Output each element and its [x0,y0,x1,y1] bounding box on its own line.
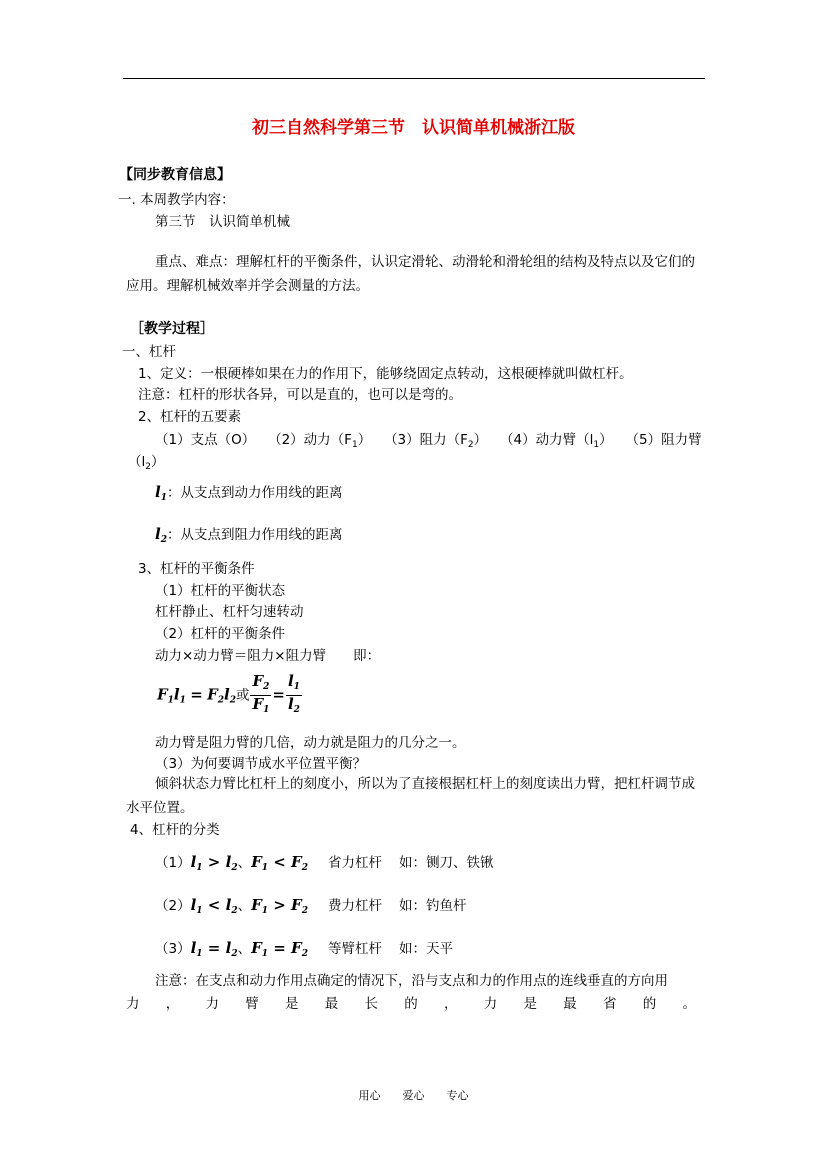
classification-heading: 4、杠杆的分类 [130,822,220,838]
week-content: 第三节 认识简单机械 [155,214,290,230]
balance-condition-label: （2）杠杆的平衡条件 [155,626,286,642]
class-row-1-type: 省力杠杆 [328,855,382,871]
note2-line2: 力，力臂是最长的，力是最省的。 [126,996,696,1012]
balance-state: 杠杆静止、杠杆匀速转动 [155,604,304,620]
arm-ratio: $\frac{l_1}{l_2}$ [287,672,300,715]
force-ratio: $\frac{F_2}{F_1}$ [252,672,270,715]
class-row-2: $(2)l_1 < l_2$、$F_1 > F_2$ [155,896,308,916]
element-load-arm: （5）阻力臂 [625,432,702,448]
multiple-relation: 动力臂是阻力臂的几倍，动力就是阻力的几分之一。 [155,735,466,751]
balance-state-label: （1）杠杆的平衡状态 [155,583,286,599]
note2-line1: 注意：在支点和动力作用点确定的情况下，沿与支点和力的作用点的连线垂直的方向用 [155,973,668,989]
page-title: 初三自然科学第三节 认识简单机械浙江版 [252,118,575,138]
element-load: （3）阻力$(F_2)$ [384,432,488,450]
class-row-3-type: 等臂杠杆 [328,941,382,957]
element-effort-arm: （4）动力臂$(l_1)$ [500,432,613,450]
page-footer: 用心 爱心 专心 [358,1089,469,1102]
element-fulcrum: （1）支点（O） [155,432,256,448]
element-load-arm-symbol: $(l_2)$ [128,454,165,472]
five-elements-list [155,428,705,450]
balance-condition-heading: 3、杠杆的平衡条件 [138,561,255,577]
class-row-1: $(1)l_1 > l_2$、$F_1 < F_2$ [155,853,308,873]
sync-header: 【同步教育信息】 [119,167,231,183]
balance-formula: $F_1l_1 = F_2l_2$或 $\frac{F_2}{F_1}$ = $\frac{l_1}{l_2}$ [157,673,303,718]
l1-definition: $l_1$：从支点到动力作用线的距离 [155,483,343,503]
class-row-1-example: 如：铡刀、铁锹 [399,855,494,871]
five-elements-heading: 2、杠杆的五要素 [138,409,242,425]
l2-definition: $l_2$：从支点到阻力作用线的距离 [155,525,343,545]
class-row-3: $(3)l_1 = l_2$、$F_1 = F_2$ [155,939,308,959]
class-row-3-example: 如：天平 [399,941,453,957]
key-points: 重点、难点：理解杠杆的平衡条件，认识定滑轮、动滑轮和滑轮组的结构及特点以及它们的应用。理解机械效率并学会测量的方法。 [126,254,695,294]
header-rule [123,78,705,79]
week-content-label: 一. 本周教学内容： [118,192,235,208]
process-header: ［教学过程］ [130,321,214,337]
class-row-2-example: 如：钓鱼杆 [399,898,467,914]
lever-note: 注意：杠杆的形状各异，可以是直的，也可以是弯的。 [138,387,462,403]
element-effort: （2）动力$(F_1)$ [268,432,372,450]
lever-definition: 1、定义：一根硬棒如果在力的作用下，能够绕固定点转动，这根硬棒就叫做杠杆。 [138,366,633,382]
why-horizontal-label: （3）为何要调节成水平位置平衡？ [155,756,367,772]
why-horizontal: 倾斜状态力臂比杠杆上的刻度小，所以为了直接根据杠杆上的刻度读出力臂，把杠杆调节成水平位置。 [126,776,695,816]
balance-formula-text: 动力×动力臂＝阻力×阻力臂 即： [155,648,381,664]
section-lever: 一、杠杆 [122,344,176,360]
class-row-2-type: 费力杠杆 [328,898,382,914]
